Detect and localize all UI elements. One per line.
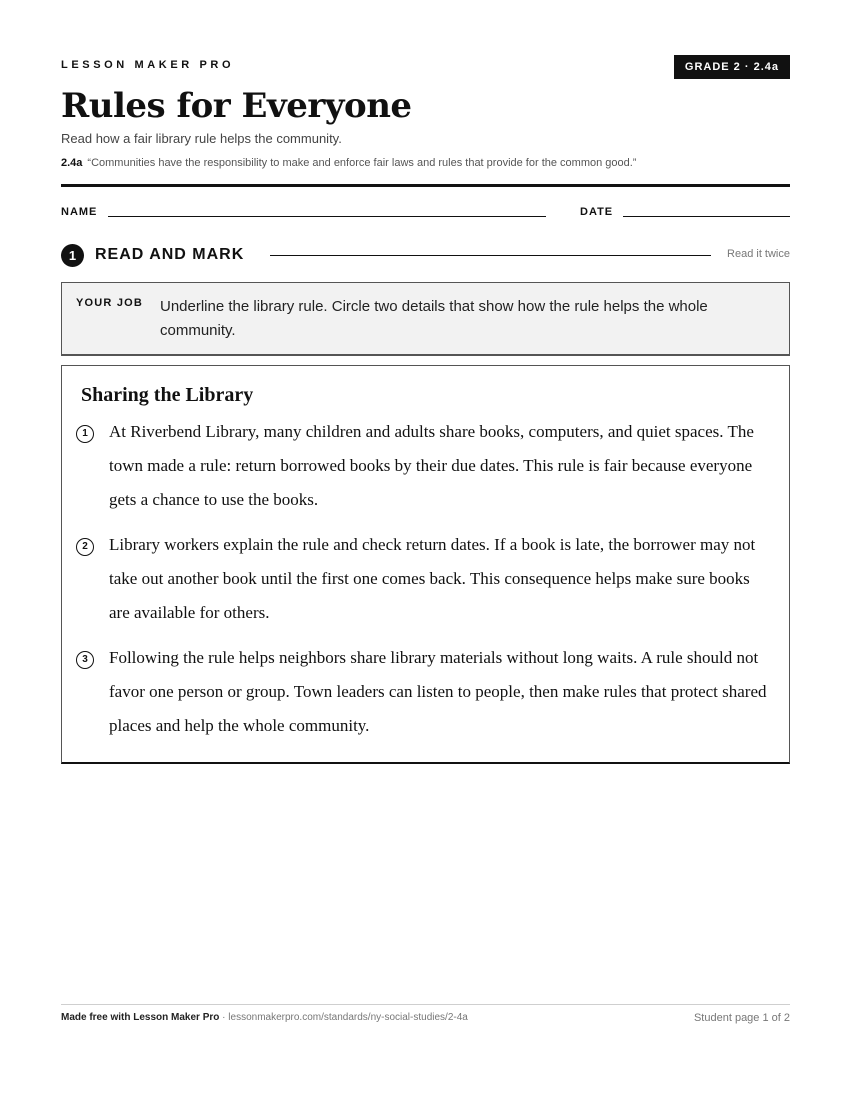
footer-url[interactable]: lessonmakerpro.com/standards/ny-social-studies/2-4a [228, 1012, 468, 1023]
reading-passage-box [61, 365, 790, 764]
section-note: Read it twice [727, 248, 790, 260]
paragraph-number: 2 [76, 538, 94, 556]
name-label: NAME [61, 206, 98, 218]
footer-credit [61, 1012, 468, 1023]
paragraph-text[interactable]: At Riverbend Library, many children and adults share books, computers, and quiet spaces. The town made a rule: return borrowed books by their due dates. This rule is fair because everyone gets a chance to use the books. [109, 422, 754, 509]
worksheet-page [61, 0, 790, 1100]
standard-code: 2.4a [61, 157, 83, 169]
reading-title: Sharing the Library [81, 384, 254, 406]
section-title: READ AND MARK [95, 246, 245, 263]
paragraph-number: 3 [76, 651, 94, 669]
your-job-instructions: Underline the library rule. Circle two details that show how the rule helps the whole community. [160, 298, 708, 339]
section-number-badge: 1 [61, 244, 84, 267]
date-label: DATE [580, 206, 614, 218]
footer-divider [61, 1004, 790, 1005]
standard-line [61, 157, 636, 169]
date-field[interactable] [623, 216, 790, 217]
standard-text: “Communities have the responsibility to make and enforce fair laws and rules that provide for the common good.” [87, 157, 637, 169]
grade-badge: GRADE 2 · 2.4a [674, 55, 790, 79]
footer-made-with: Made free with Lesson Maker Pro [61, 1012, 220, 1023]
paragraph-text[interactable]: Following the rule helps neighbors share library materials without long waits. A rule should not favor one person or group. Town leaders can listen to people, then make rules that protect shared places and help the whole community. [109, 648, 767, 735]
section-rule [270, 255, 711, 256]
footer-page-info: Student page 1 of 2 [693, 1012, 790, 1024]
paragraph-number: 1 [76, 425, 94, 443]
page-title: Rules for Everyone [61, 86, 412, 126]
footer-separator: · [219, 1012, 229, 1023]
brand-name: LESSON MAKER PRO [61, 59, 235, 71]
your-job-label: YOUR JOB [76, 297, 144, 309]
name-field[interactable] [108, 216, 546, 217]
page-subtitle: Read how a fair library rule helps the community. [61, 131, 342, 146]
header-divider [61, 184, 790, 187]
your-job-box [61, 282, 790, 356]
paragraph-text[interactable]: Library workers explain the rule and check return dates. If a book is late, the borrower may not take out another book until the first one comes back. This consequence helps make sure books are available for others. [109, 535, 756, 622]
